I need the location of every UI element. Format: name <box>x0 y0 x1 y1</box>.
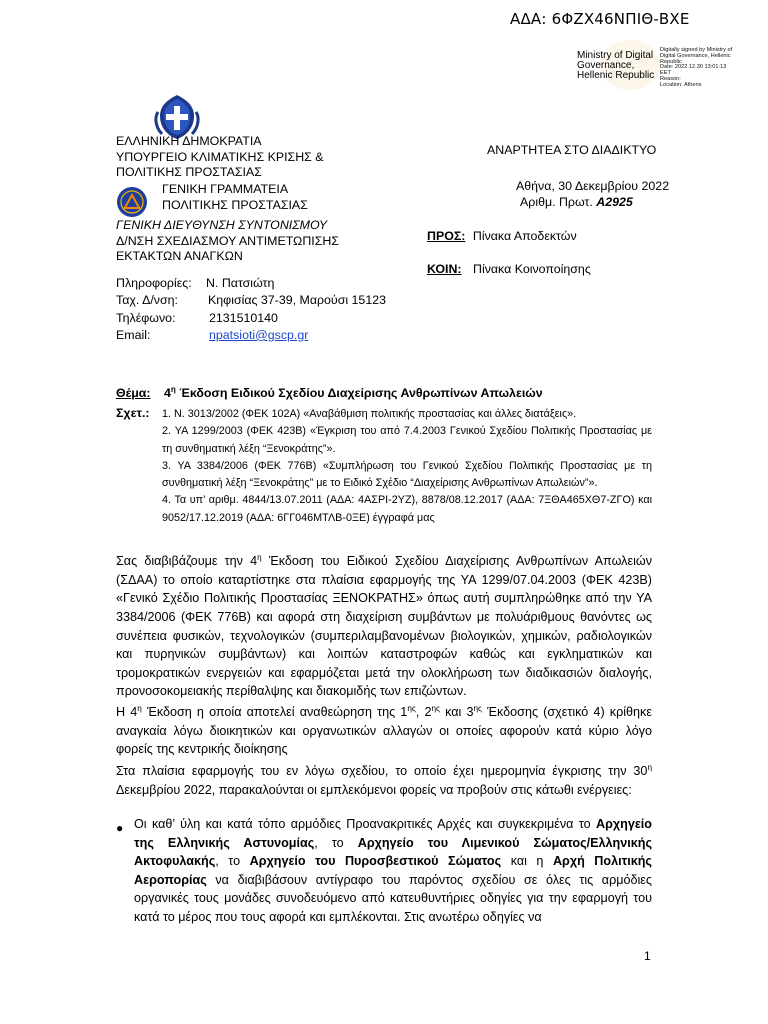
to-label: ΠΡΟΣ: <box>427 229 466 243</box>
sender-line: ΠΟΛΙΤΙΚΗΣ ΠΡΟΣΤΑΣΙΑΣ <box>116 165 262 179</box>
bullet-text: Οι καθ’ ύλη και κατά τόπο αρμόδιες Προανακριτικές Αρχές και συγκεκριμένα το <box>134 817 596 831</box>
directorate-title: ΓΕΝΙΚΗ ΔΙΕΥΘΥΝΣΗ ΣΥΝΤΟΝΙΣΜΟΥ <box>116 218 328 232</box>
signature-detail-line: Location: Athens <box>660 81 702 88</box>
p2-part: και 3 <box>439 705 474 720</box>
body-paragraph-1 <box>116 549 652 701</box>
references-list <box>162 406 652 527</box>
reference-item: 3. ΥΑ 3384/2006 (ΦΕΚ 776Β) «Συμπλήρωση του Γενικού Σχεδίου Πολιτικής Προστασίας με τη συνθηματική λέξη “Ξενοκράτης” με το Ειδικό Σχέδιο “Διαχείρισης Ανθρωπίνων Απωλειών”». <box>162 459 652 490</box>
signature-detail-line: Reason: <box>660 75 681 82</box>
contact-row-email <box>116 327 386 344</box>
gs-line: ΠΟΛΙΤΙΚΗΣ ΠΡΟΣΤΑΣΙΑΣ <box>162 197 308 212</box>
contact-info <box>116 275 386 344</box>
contact-value: Κηφισίας 37-39, Μαρούσι 15123 <box>208 293 386 308</box>
page-number: 1 <box>644 949 651 963</box>
reference-item: 4. Τα υπ’ αριθμ. 4844/13.07.2011 (ΑΔΑ: 4ΑΣΡΙ-2ΥΖ), 8878/08.12.2017 (ΑΔΑ: 7ΞΘΑ465ΧΘ7-ΖΓΟ) και 9052/17.12.2019 (ΑΔΑ: 6ΓΓ046ΜΤΛΒ-0ΞΕ) έγγραφά μας <box>162 494 652 524</box>
contact-row-address <box>116 292 386 309</box>
directorate <box>116 218 339 265</box>
bullet-bold: Αρχηγείο του Λιμενικού Σώματος/Ελληνικής Ακτοφυλακής <box>134 835 652 869</box>
document-date: Αθήνα, 30 Δεκεμβρίου 2022 <box>516 179 670 193</box>
publish-notice: ΑΝΑΡΤΗΤΕΑ ΣΤΟ ΔΙΑΔΙΚΤΥΟ <box>487 143 657 157</box>
bullet-bold: Αρχηγείο της Ελληνικής Αστυνομίας <box>134 817 652 850</box>
subject <box>116 382 543 402</box>
signature-details <box>660 48 760 89</box>
contact-row-info <box>116 275 386 292</box>
bullet-text: , το <box>215 854 250 869</box>
p1-sup: η <box>257 553 262 562</box>
protocol-value: Α2925 <box>596 195 633 209</box>
sender-line: ΕΛΛΗΝΙΚΗ ΔΗΜΟΚΡΑΤΙΑ <box>116 134 262 148</box>
reference-item: 2. ΥΑ 1299/2003 (ΦΕΚ 423Β) «Έγκριση του από 7.4.2003 Γενικού Σχεδίου Πολιτικής Προστασίας με τη συνθηματική λέξη “Ξενοκράτης”». <box>162 425 652 455</box>
protocol-label: Αριθμ. Πρωτ. <box>520 195 593 209</box>
body-paragraph-2 <box>116 700 652 759</box>
bullet-bold: Αρχηγείο του Πυροσβεστικού Σώματος <box>249 854 502 869</box>
p2-sup: η <box>137 704 142 713</box>
contact-value: Ν. Πατσιώτη <box>206 276 275 290</box>
contact-value: 2131510140 <box>209 310 278 325</box>
p2-part: , 2 <box>415 705 432 720</box>
civil-protection-logo-icon <box>116 186 148 218</box>
bullet-text: να διαβιβάσουν αντίγραφο του παρόντος σχεδίου σε όλες τις αρμόδιες οργανικές τους μονάδες συνοδευόμενο από κατευθυντήριες οδηγίες για την εφαρμογή του κατά το μέρος που τους αφορά και εμπλέκονται. Στις ανωτέρω οδηγίες να <box>134 872 652 924</box>
p1-rest: Έκδοση του Ειδικού Σχεδίου Διαχείρισης Ανθρωπίνων Απωλειών (ΣΔΑΑ) το οποίο καταρτίστηκε στα πλαίσια εφαρμογής της ΥΑ 1299/07.04.2003 (ΦΕΚ 423Β) «Γενικό Σχέδιο Πολιτικής Προστασίας ΞΕΝΟΚΡΑΤΗΣ» όπως αυτή συμπληρώθηκε από την ΥΑ 3384/2006 (ΦΕΚ 776Β) και αφορά στη διαχείριση συμβάντων με πολυάριθμους θανόντες ως συνέπεια φυσικών, τεχνολογικών (συμπεριλαμβανομένων βιολογικών, χημικών, ραδιολογικών και πυρηνικών συμβάντων) και λοιπών καταστροφών καθώς και εγκληματικών και τρομοκρατικών ενεργειών και εφαρμόζεται μετά την ολοκλήρωση των διαδικασιών διαλογής, προνοσοκομειακής περίθαλψης και διακομιδής των επιζώντων. <box>116 554 652 699</box>
signature-detail-line: EET <box>660 70 671 77</box>
contact-label: Ταχ. Δ/νση: <box>116 293 178 308</box>
p3-sup: η <box>647 763 652 772</box>
recipients <box>427 229 577 245</box>
subject-sup: η <box>170 385 176 394</box>
cc-label: ΚΟΙΝ: <box>427 262 462 276</box>
contact-label: Email: <box>116 327 151 342</box>
p2-part: Η 4 <box>116 705 138 720</box>
directorate-line: Δ/ΝΣΗ ΣΧΕΔΙΑΣΜΟΥ ΑΝΤΙΜΕΤΩΠΙΣΗΣ <box>116 233 339 248</box>
p3-part: Δεκεμβρίου 2022, παρακαλούνται οι εμπλεκόμενοι φορείς να προβούν στις κάτωθι ενέργειες: <box>116 782 632 797</box>
subject-text: Έκδοση Ειδικού Σχεδίου Διαχείρισης Ανθρωπίνων Απωλειών <box>175 386 543 401</box>
signature-signer <box>577 51 654 81</box>
protocol-number <box>520 195 633 211</box>
general-secretariat <box>162 182 308 213</box>
cc-recipients <box>427 262 591 278</box>
subject-label: Θέμα: <box>116 386 151 401</box>
signature-detail-line: Republic <box>660 58 682 65</box>
signature-signer-line: Ministry of Digital <box>577 50 654 61</box>
gs-line: ΓΕΝΙΚΗ ΓΡΑΜΜΑΤΕΙΑ <box>162 182 289 196</box>
refs-label: Σχετ.: <box>116 406 150 420</box>
signature-detail-line: Digitally signed by Ministry of <box>660 47 733 53</box>
reference-item: 1. Ν. 3013/2002 (ΦΕΚ 102Α) «Αναβάθμιση πολιτικής προστασίας και άλλες διατάξεις». <box>162 408 577 420</box>
p2-part: Έκδοση η οποία αποτελεί αναθεώρηση της 1 <box>141 705 408 720</box>
bullet-item <box>134 815 652 927</box>
bullet-bold: Αρχή Πολιτικής Αεροπορίας <box>134 854 652 887</box>
bullet-text: , το <box>314 835 358 850</box>
p3-part: Στα πλαίσια εφαρμογής του εν λόγω σχεδίου, το οποίο έχει ημερομηνία έγκρισης την 30 <box>116 764 648 779</box>
sender-ministry <box>116 134 324 181</box>
to-value: Πίνακα Αποδεκτών <box>472 229 577 243</box>
cc-value: Πίνακα Κοινοποίησης <box>473 262 591 276</box>
contact-label: Πληροφορίες: <box>116 276 192 290</box>
p2-sup: ης <box>431 704 440 713</box>
sender-line: ΥΠΟΥΡΓΕΙΟ ΚΛΙΜΑΤΙΚΗΣ ΚΡΙΣΗΣ & <box>116 149 324 164</box>
signature-detail-line: Digital Governance, Hellenic <box>660 52 731 59</box>
signature-detail-line: Date: 2022.12.30 13:01:13 <box>660 64 727 71</box>
directorate-line: ΕΚΤΑΚΤΩΝ ΑΝΑΓΚΩΝ <box>116 249 243 263</box>
signature-signer-line: Governance, <box>577 60 635 71</box>
bullet-dot: ● <box>116 821 124 835</box>
body-paragraph-3 <box>116 759 652 799</box>
p2-sup: ης <box>473 704 482 713</box>
subject-num: 4 <box>164 386 171 401</box>
p2-part: Έκδοσης (σχετικό 4) κρίθηκε αναγκαία λόγω διοικητικών και οργανωτικών αλλαγών οι οποίες αφορούν κατά κύριο λόγο φορείς της κεντρικής διοίκησης <box>116 705 652 757</box>
p1-start: Σας διαβιβάζουμε την 4 <box>116 554 258 569</box>
contact-row-phone <box>116 310 386 327</box>
email-link[interactable]: npatsioti@gscp.gr <box>209 327 309 342</box>
bullet-text: και η <box>501 854 553 869</box>
signature-signer-line: Hellenic Republic <box>577 70 655 81</box>
contact-label: Τηλέφωνο: <box>116 310 176 325</box>
ada-code: ΑΔΑ: 6ΦΖΧ46ΝΠΙΘ-ΒΧΕ <box>510 10 690 28</box>
p2-sup: ης <box>407 704 416 713</box>
